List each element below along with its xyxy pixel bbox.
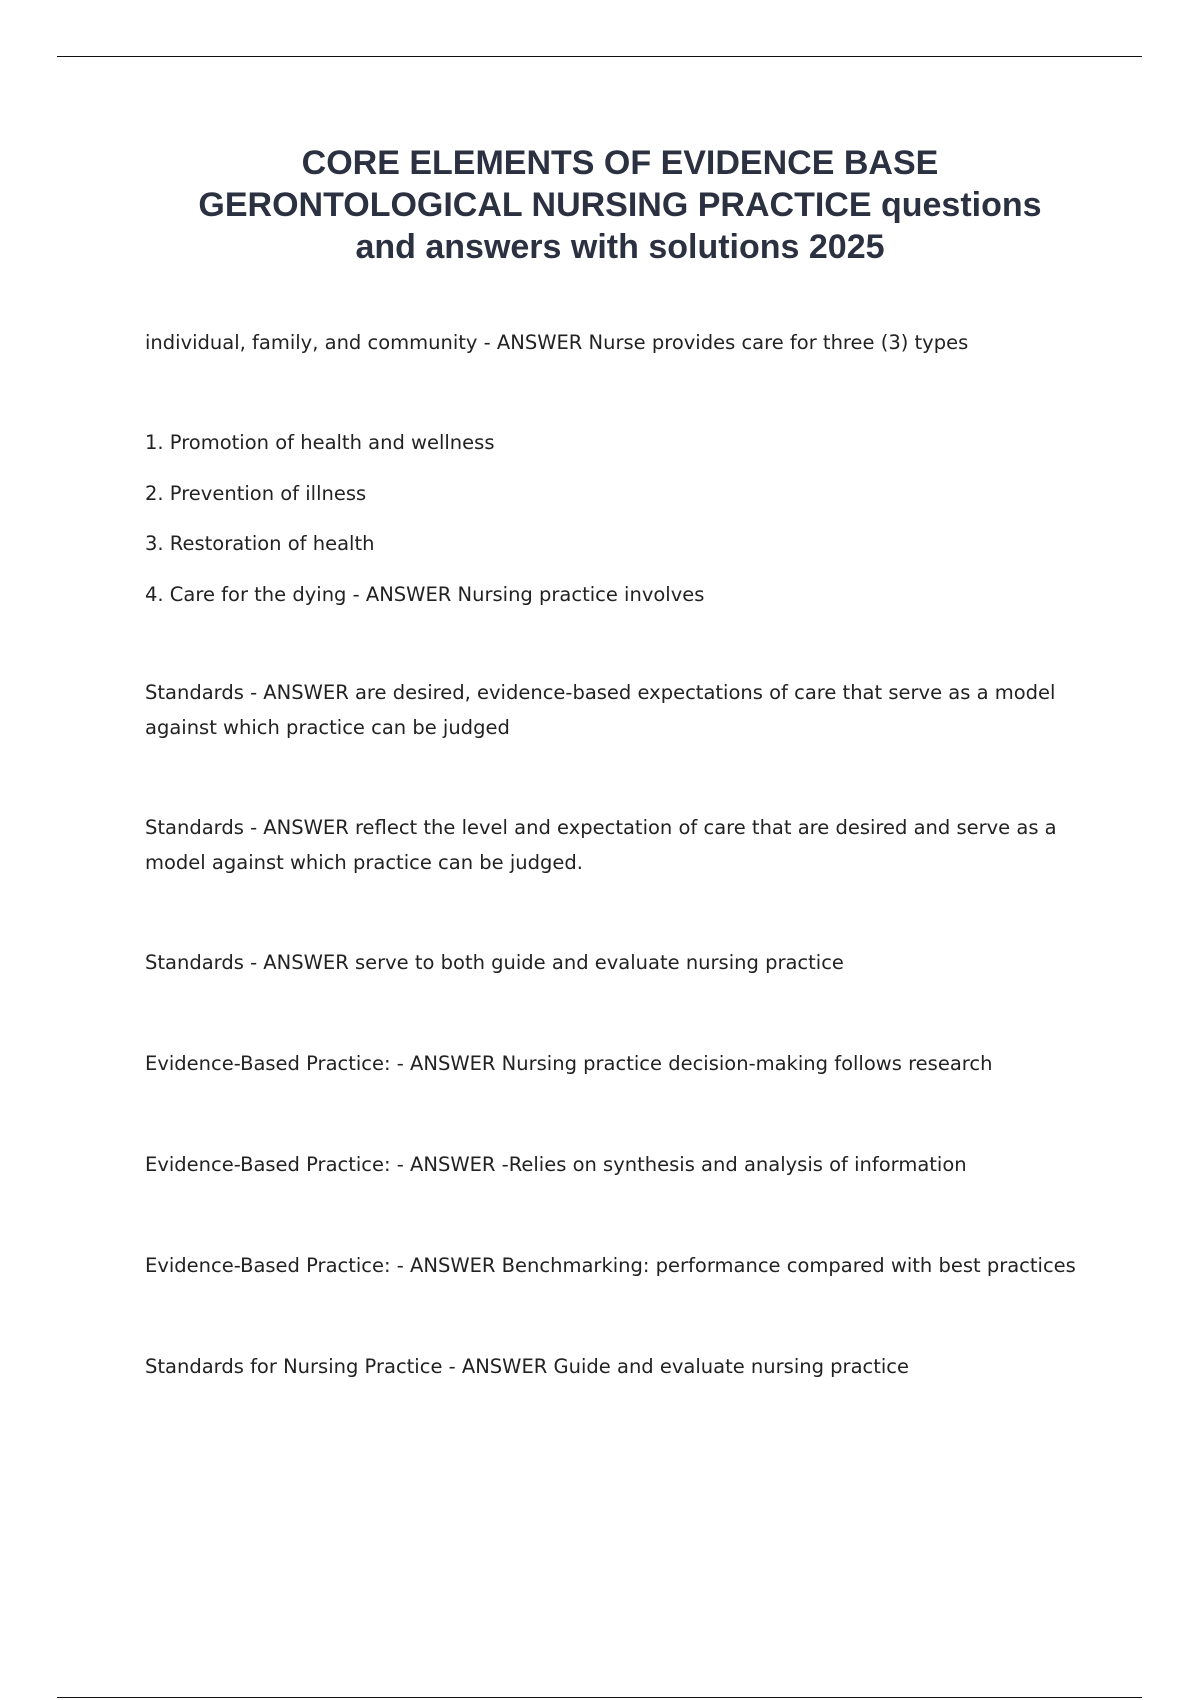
qa-item-4-line-2: model against which practice can be judged. xyxy=(145,851,583,874)
qa-item-3-line-2: against which practice can be judged xyxy=(145,716,510,739)
qa-item-1-line-1: individual, family, and community - ANSWER Nurse provides care for three (3) types xyxy=(145,331,969,354)
bottom-divider xyxy=(57,1697,1142,1698)
qa-item-2-line-3: 3. Restoration of health xyxy=(145,532,375,555)
qa-item-7-line-1: Evidence-Based Practice: - ANSWER -Relies on synthesis and analysis of information xyxy=(145,1153,967,1176)
document-title xyxy=(130,142,1110,268)
qa-item-2-line-2: 2. Prevention of illness xyxy=(145,482,367,505)
qa-item-2-line-1: 1. Promotion of health and wellness xyxy=(145,431,495,454)
qa-item-5-line-1: Standards - ANSWER serve to both guide and evaluate nursing practice xyxy=(145,951,844,974)
qa-item-4-line-1: Standards - ANSWER reflect the level and expectation of care that are desired and serve as a xyxy=(145,816,1057,839)
title-line-3: and answers with solutions 2025 xyxy=(355,228,885,266)
qa-item-8-line-1: Evidence-Based Practice: - ANSWER Benchmarking: performance compared with best practices xyxy=(145,1254,1076,1277)
qa-item-2-line-4: 4. Care for the dying - ANSWER Nursing practice involves xyxy=(145,583,705,606)
title-line-1: CORE ELEMENTS OF EVIDENCE BASE xyxy=(301,144,939,182)
title-line-2: GERONTOLOGICAL NURSING PRACTICE questions xyxy=(198,186,1042,224)
top-divider xyxy=(57,56,1142,57)
qa-item-3-line-1: Standards - ANSWER are desired, evidence-based expectations of care that serve as a model xyxy=(145,681,1056,704)
qa-item-9-line-1: Standards for Nursing Practice - ANSWER Guide and evaluate nursing practice xyxy=(145,1355,910,1378)
qa-item-6-line-1: Evidence-Based Practice: - ANSWER Nursing practice decision-making follows research xyxy=(145,1052,993,1075)
